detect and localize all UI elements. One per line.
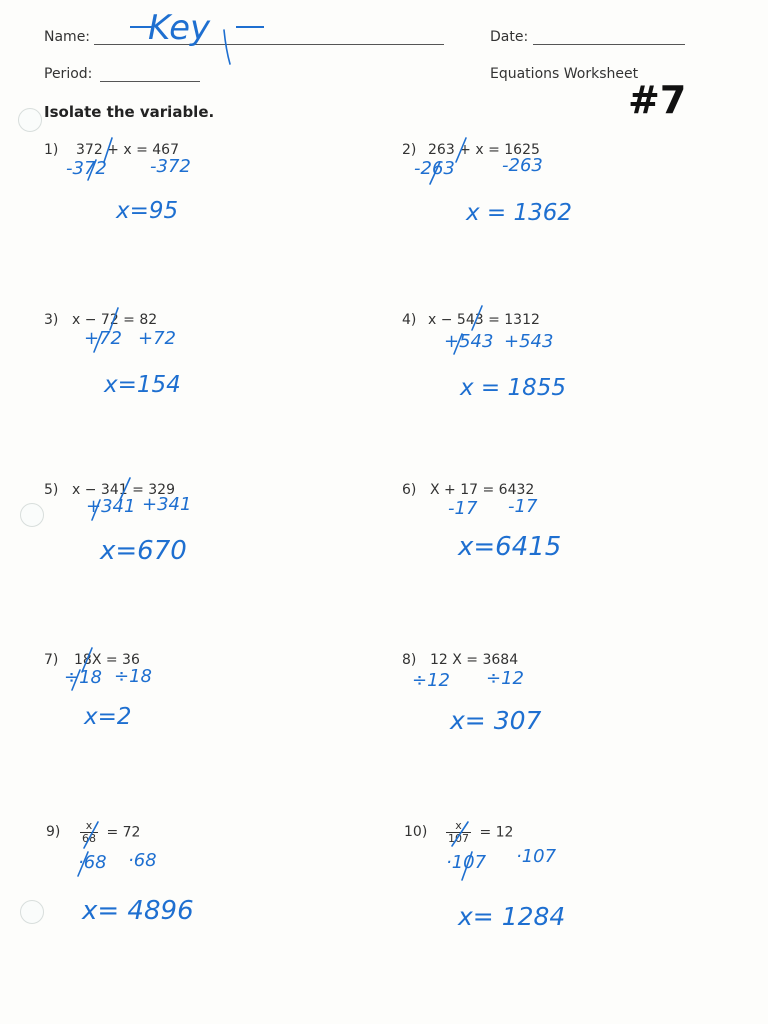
problem-2-number: 2) — [402, 142, 417, 158]
problem-2-equation: 263 + x = 1625 — [428, 142, 540, 158]
date-line — [533, 44, 685, 45]
problem-2-answer: x = 1362 — [466, 200, 573, 226]
problem-9-fraction — [80, 820, 98, 845]
problem-3-step-right: +72 — [138, 328, 176, 349]
problem-3-step-left: +72 — [84, 328, 122, 349]
binder-hole-top — [18, 108, 42, 132]
problem-1-equation: 372 + x = 467 — [76, 142, 179, 158]
problem-10-number: 10) — [404, 824, 428, 840]
problem-3-equation: x − 72 = 82 — [72, 312, 158, 328]
name-signature-flourish — [224, 30, 230, 64]
problem-1-step-right: -372 — [150, 156, 191, 177]
problem-5-step-left: +341 — [86, 496, 136, 517]
problem-9-rhs: = 72 — [106, 824, 141, 841]
problem-9-answer: x= 4896 — [82, 896, 194, 926]
problem-8-step-right: ÷12 — [486, 668, 524, 689]
worksheet-title: Equations Worksheet — [490, 66, 639, 82]
problem-3-number: 3) — [44, 312, 59, 328]
problem-9-fraction-numerator: x — [80, 820, 98, 833]
instructions: Isolate the variable. — [44, 103, 215, 121]
problem-7-number: 7) — [44, 652, 59, 668]
problem-10-equation — [442, 820, 513, 845]
problem-10-step-right: ·107 — [516, 846, 557, 867]
problem-10-answer: x= 1284 — [458, 902, 566, 931]
problem-7-answer: x=2 — [84, 704, 132, 730]
problem-9-step-left: ·68 — [78, 852, 107, 873]
problem-5-answer: x=670 — [100, 536, 187, 566]
binder-hole-bottom — [20, 900, 44, 924]
period-label: Period: — [44, 66, 93, 82]
name-label: Name: — [44, 29, 91, 45]
problem-4-number: 4) — [402, 312, 417, 328]
problem-9-equation — [76, 820, 140, 845]
date-label: Date: — [490, 29, 529, 45]
problem-9-step-right: ·68 — [128, 850, 157, 871]
problem-2-step-left: -263 — [414, 158, 455, 179]
problem-7-equation: 18X = 36 — [74, 652, 140, 668]
problem-1-number: 1) — [44, 142, 59, 158]
worksheet-number-handwritten: #7 — [628, 78, 687, 122]
problem-8-equation: 12 X = 3684 — [430, 652, 519, 668]
problem-3-answer: x=154 — [104, 372, 181, 398]
problem-8-answer: x= 307 — [450, 706, 542, 735]
problem-9-number: 9) — [46, 824, 61, 840]
problem-10-fraction — [446, 820, 471, 845]
problem-10-fraction-denominator: 107 — [448, 832, 469, 845]
problem-10-rhs: = 12 — [479, 824, 514, 841]
problem-6-step-right: -17 — [508, 496, 538, 517]
problem-4-step-right: +543 — [504, 331, 554, 352]
problem-1-answer: x=95 — [116, 198, 179, 224]
problem-10-fraction-numerator: x — [446, 820, 471, 833]
period-line — [100, 81, 200, 82]
problem-2-step-right: -263 — [502, 155, 543, 176]
problem-7-step-right: ÷18 — [114, 666, 152, 687]
binder-hole-middle — [20, 503, 44, 527]
problem-10-step-left: ·107 — [446, 852, 487, 873]
problem-4-equation: x − 543 = 1312 — [428, 312, 540, 328]
problem-4-step-left: +543 — [444, 331, 494, 352]
problem-6-number: 6) — [402, 482, 417, 498]
problem-5-number: 5) — [44, 482, 59, 498]
problem-7-step-left: ÷18 — [64, 667, 102, 688]
name-handwritten: Key — [148, 8, 211, 48]
problem-8-step-left: ÷12 — [412, 670, 450, 691]
problem-5-step-right: +341 — [142, 494, 192, 515]
problem-9-fraction-denominator: 68 — [82, 832, 96, 845]
problem-6-equation: X + 17 = 6432 — [430, 482, 535, 498]
problem-4-answer: x = 1855 — [460, 375, 567, 401]
problem-1-step-left: -372 — [66, 158, 107, 179]
problem-6-step-left: -17 — [448, 498, 478, 519]
problem-5-equation: x − 341 = 329 — [72, 482, 175, 498]
name-scribble-right — [236, 26, 264, 28]
problem-6-answer: x=6415 — [458, 532, 562, 562]
name-line — [94, 44, 444, 45]
name-scribble-left — [130, 26, 152, 28]
problem-8-number: 8) — [402, 652, 417, 668]
